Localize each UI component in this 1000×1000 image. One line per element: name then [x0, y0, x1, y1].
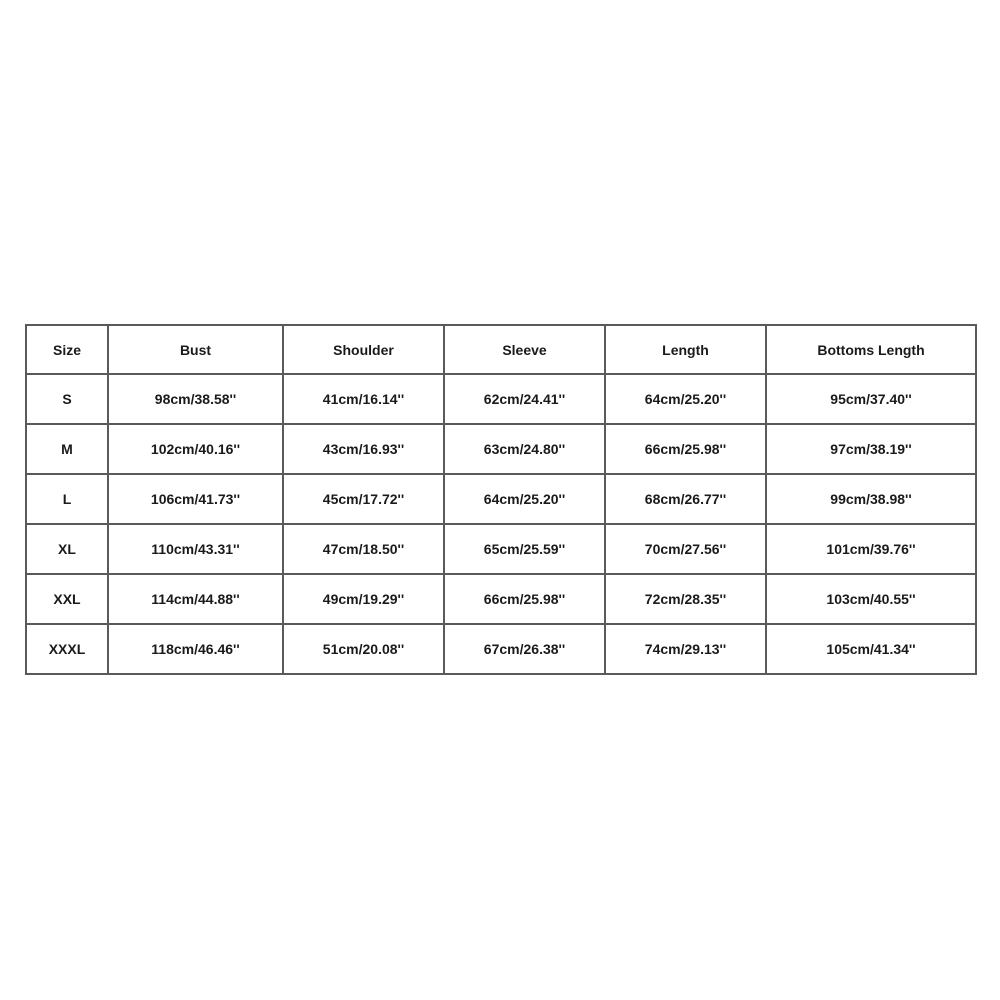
cell-size: XXL	[26, 574, 108, 624]
table-row	[26, 424, 976, 474]
cell-length: 74cm/29.13''	[605, 624, 766, 674]
cell-length: 68cm/26.77''	[605, 474, 766, 524]
header-shoulder: Shoulder	[283, 325, 444, 374]
cell-sleeve: 64cm/25.20''	[444, 474, 605, 524]
cell-shoulder: 41cm/16.14''	[283, 374, 444, 424]
cell-sleeve: 66cm/25.98''	[444, 574, 605, 624]
cell-bust: 118cm/46.46''	[108, 624, 283, 674]
cell-sleeve: 62cm/24.41''	[444, 374, 605, 424]
table-row	[26, 474, 976, 524]
cell-length: 72cm/28.35''	[605, 574, 766, 624]
cell-shoulder: 51cm/20.08''	[283, 624, 444, 674]
cell-size: XXXL	[26, 624, 108, 674]
cell-bust: 106cm/41.73''	[108, 474, 283, 524]
cell-bust: 114cm/44.88''	[108, 574, 283, 624]
header-bust: Bust	[108, 325, 283, 374]
table-row	[26, 574, 976, 624]
table-row	[26, 624, 976, 674]
cell-bust: 98cm/38.58''	[108, 374, 283, 424]
cell-length: 64cm/25.20''	[605, 374, 766, 424]
header-size: Size	[26, 325, 108, 374]
cell-sleeve: 65cm/25.59''	[444, 524, 605, 574]
cell-bottoms-length: 105cm/41.34''	[766, 624, 976, 674]
table-row	[26, 374, 976, 424]
cell-shoulder: 45cm/17.72''	[283, 474, 444, 524]
cell-length: 70cm/27.56''	[605, 524, 766, 574]
header-row	[26, 325, 976, 374]
header-sleeve: Sleeve	[444, 325, 605, 374]
header-bottoms-length: Bottoms Length	[766, 325, 976, 374]
cell-bust: 102cm/40.16''	[108, 424, 283, 474]
cell-bottoms-length: 95cm/37.40''	[766, 374, 976, 424]
cell-shoulder: 49cm/19.29''	[283, 574, 444, 624]
cell-shoulder: 47cm/18.50''	[283, 524, 444, 574]
cell-size: M	[26, 424, 108, 474]
cell-sleeve: 67cm/26.38''	[444, 624, 605, 674]
cell-sleeve: 63cm/24.80''	[444, 424, 605, 474]
cell-bottoms-length: 97cm/38.19''	[766, 424, 976, 474]
table-header	[26, 325, 976, 374]
cell-length: 66cm/25.98''	[605, 424, 766, 474]
table-body	[26, 374, 976, 674]
table-row	[26, 524, 976, 574]
cell-bottoms-length: 103cm/40.55''	[766, 574, 976, 624]
header-length: Length	[605, 325, 766, 374]
cell-size: S	[26, 374, 108, 424]
cell-shoulder: 43cm/16.93''	[283, 424, 444, 474]
cell-bottoms-length: 101cm/39.76''	[766, 524, 976, 574]
cell-size: L	[26, 474, 108, 524]
cell-bust: 110cm/43.31''	[108, 524, 283, 574]
cell-size: XL	[26, 524, 108, 574]
cell-bottoms-length: 99cm/38.98''	[766, 474, 976, 524]
size-chart-table	[25, 324, 977, 675]
